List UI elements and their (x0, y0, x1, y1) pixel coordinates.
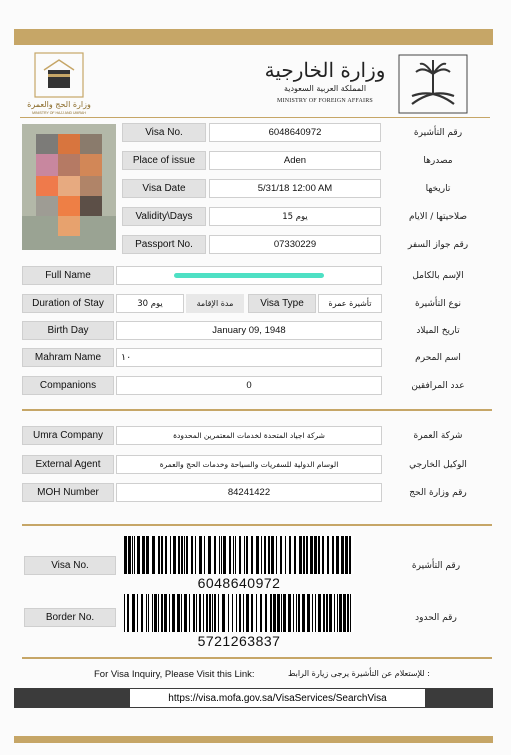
barcode-bar (343, 594, 346, 632)
moh-number-label: MOH Number (22, 483, 114, 502)
barcode-bar (132, 536, 133, 574)
top-gold-band (14, 29, 493, 45)
companions-value: 0 (116, 376, 382, 395)
barcode-bar (323, 594, 325, 632)
barcode-bar (302, 594, 305, 632)
barcode-visa-label: Visa No. (24, 556, 116, 575)
moh-number-value: 84241422 (116, 483, 382, 502)
barcode-bar (154, 594, 157, 632)
barcode-bar (243, 594, 244, 632)
mahram-name-value: ١٠ (116, 348, 382, 367)
barcode-bar (214, 536, 216, 574)
barcode-bar (221, 536, 222, 574)
barcode-bar (270, 594, 272, 632)
birth-day-label: Birth Day (22, 321, 114, 340)
barcode-bar (289, 536, 291, 574)
barcode-bar (314, 536, 317, 574)
barcode-bar (349, 536, 351, 574)
barcode-bar (189, 594, 190, 632)
moh-number-label-ar: رقم وزارة الحج (409, 487, 467, 498)
barcode-bar (164, 594, 167, 632)
barcode-bar (281, 594, 282, 632)
footer-divider (22, 657, 492, 659)
visa-date-value: 5/31/18 12:00 AM (209, 179, 381, 198)
kingdom-name-ar: المملكة العربية السعودية (283, 84, 367, 93)
barcode-bar (332, 536, 334, 574)
barcode-bar (341, 536, 344, 574)
barcode-bar (223, 536, 226, 574)
holder-photo (22, 124, 116, 250)
validity-value: 15 يوم (209, 207, 381, 226)
ministry-hajj-logo-icon (34, 52, 84, 98)
barcode-bar (293, 594, 294, 632)
barcode-section-divider (22, 524, 492, 526)
barcode-border-label-ar: رقم الحدود (415, 612, 457, 623)
barcode-visa-label-ar: رقم التأشيرة (411, 560, 461, 571)
duration-label-ar: مدة الإقامة (186, 294, 244, 313)
companions-label-ar: عدد المرافقين (411, 380, 465, 391)
barcode-bar (191, 536, 193, 574)
barcode-bar (277, 594, 280, 632)
barcode-bar (193, 594, 195, 632)
barcode-bar (236, 594, 237, 632)
barcode-bar (172, 594, 175, 632)
barcode-bar (298, 594, 300, 632)
passport-no-value: 07330229 (209, 235, 381, 254)
validity-label: Validity\Days (122, 207, 206, 226)
barcode-bar (261, 536, 262, 574)
barcode-bar (222, 594, 225, 632)
barcode-bar (142, 536, 145, 574)
redaction-mark (174, 273, 324, 278)
barcode-bar (264, 536, 266, 574)
barcode-bar (195, 536, 196, 574)
barcode-bar (268, 536, 270, 574)
barcode-bar (127, 594, 129, 632)
bottom-gold-band (14, 736, 493, 743)
barcode-bar (296, 594, 297, 632)
barcode-bar (132, 594, 135, 632)
barcode-bar (134, 536, 135, 574)
barcode-bar (199, 594, 201, 632)
mahram-name-label: Mahram Name (22, 348, 114, 367)
barcode-bar (306, 536, 308, 574)
barcode-bar (209, 594, 211, 632)
barcode-bar (246, 594, 249, 632)
header-divider (20, 117, 490, 118)
barcode-bar (165, 536, 167, 574)
barcode-bar (128, 536, 131, 574)
umra-company-label: Umra Company (22, 426, 114, 445)
barcode-bar (214, 594, 216, 632)
barcode-bar (327, 536, 329, 574)
barcode-bar (196, 594, 197, 632)
visa-date-label-ar: تاريخها (425, 183, 451, 194)
barcode-bar (318, 594, 321, 632)
barcode-bar (285, 536, 286, 574)
saudi-emblem-icon (398, 54, 468, 114)
inquiry-text-ar: للإستعلام عن التأشيرة يرجى زيارة الرابط : (288, 669, 430, 678)
barcode-bar (169, 594, 170, 632)
passport-no-label: Passport No. (122, 235, 206, 254)
barcode-bar (288, 594, 291, 632)
external-agent-value: الوسام الدولية للسفريات والسياحة وخدمات الحج والعمرة (116, 455, 382, 474)
barcode-bar (339, 594, 342, 632)
barcode-bar (208, 536, 211, 574)
barcode-bar (318, 536, 320, 574)
barcode-bar (177, 594, 180, 632)
ministry-title-ar: وزارة الخارجية (264, 58, 386, 82)
barcode-bar (322, 536, 324, 574)
barcode-bar (206, 594, 208, 632)
full-name-label-ar: الإسم بالكامل (412, 270, 464, 281)
barcode-bar (251, 536, 253, 574)
barcode-bar (260, 594, 262, 632)
barcode-bar (337, 594, 338, 632)
barcode-bar (283, 594, 286, 632)
barcode-bar (235, 536, 236, 574)
external-agent-label: External Agent (22, 455, 114, 474)
passport-no-label-ar: رقم جواز السفر (407, 239, 469, 250)
barcode-bar (152, 536, 155, 574)
barcode-bar (276, 536, 277, 574)
birth-day-label-ar: تاريخ الميلاد (416, 325, 460, 336)
barcode-bar (141, 594, 143, 632)
visa-inquiry-link[interactable]: https://visa.mofa.gov.sa/VisaServices/SearchVisa (130, 689, 425, 707)
umra-company-value: شركة اجياد المتحدة لخدمات المعتمرين المحدودة (116, 426, 382, 445)
barcode-bar (137, 594, 138, 632)
barcode-bar (173, 536, 176, 574)
barcode-border-number: 5721263837 (197, 633, 281, 649)
barcode-bar (137, 536, 140, 574)
visa-no-value: 6048640972 (209, 123, 381, 142)
visa-no-label: Visa No. (122, 123, 206, 142)
validity-label-ar: صلاحيتها / الايام (408, 211, 468, 222)
barcode-bar (158, 536, 160, 574)
barcode-bar (212, 594, 213, 632)
visa-barcode (124, 536, 354, 574)
visa-type-value: تأشيرة عمرة (318, 294, 382, 313)
barcode-bar (299, 536, 302, 574)
barcode-bar (271, 536, 274, 574)
barcode-bar (350, 594, 351, 632)
barcode-border-label: Border No. (24, 608, 116, 627)
umra-company-label-ar: شركة العمرة (413, 430, 463, 441)
barcode-bar (251, 594, 253, 632)
hajj-ministry-ar: وزارة الحج والعمرة (27, 100, 91, 109)
barcode-bar (181, 536, 183, 574)
inquiry-text-en: For Visa Inquiry, Please Visit this Link: (94, 669, 255, 680)
barcode-visa-number: 6048640972 (197, 575, 281, 591)
full-name-value (116, 266, 382, 285)
barcode-bar (229, 536, 231, 574)
barcode-bar (219, 536, 220, 574)
barcode-bar (256, 594, 257, 632)
barcode-bar (239, 594, 241, 632)
barcode-bar (124, 594, 125, 632)
barcode-bar (178, 536, 180, 574)
barcode-bar (280, 536, 282, 574)
barcode-bar (310, 536, 313, 574)
barcode-bar (312, 594, 313, 632)
barcode-bar (186, 536, 188, 574)
barcode-bar (146, 536, 149, 574)
barcode-bar (181, 594, 182, 632)
barcode-bar (315, 594, 316, 632)
barcode-bar (345, 536, 348, 574)
barcode-bar (256, 536, 259, 574)
barcode-bar (232, 594, 233, 632)
barcode-bar (204, 536, 205, 574)
barcode-bar (347, 594, 349, 632)
barcode-bar (233, 536, 234, 574)
barcode-bar (244, 536, 245, 574)
barcode-bar (294, 536, 296, 574)
visa-date-label: Visa Date (122, 179, 206, 198)
border-barcode (124, 594, 354, 632)
barcode-bar (152, 594, 153, 632)
birth-day-value: January 09, 1948 (116, 321, 382, 340)
barcode-bar (336, 536, 339, 574)
hajj-ministry-en: MINISTRY OF HAJJ AND UMRAH (32, 111, 86, 115)
barcode-bar (161, 594, 163, 632)
barcode-bar (218, 594, 219, 632)
barcode-bar (334, 594, 335, 632)
barcode-bar (203, 594, 204, 632)
barcode-bar (239, 536, 241, 574)
external-agent-label-ar: الوكيل الخارجي (409, 459, 467, 470)
mahram-name-label-ar: اسم المحرم (415, 352, 461, 363)
visa-type-label: Visa Type (248, 294, 316, 313)
barcode-bar (148, 594, 149, 632)
duration-value: 30 يوم (116, 294, 184, 313)
barcode-bar (246, 536, 248, 574)
barcode-bar (158, 594, 159, 632)
duration-label: Duration of Stay (22, 294, 114, 313)
barcode-bar (303, 536, 305, 574)
barcode-bar (326, 594, 328, 632)
ministry-title-en: MINISTRY OF FOREIGN AFFAIRS (277, 98, 373, 104)
barcode-bar (170, 536, 171, 574)
companions-label: Companions (22, 376, 114, 395)
section-divider (22, 409, 492, 411)
barcode-bar (161, 536, 163, 574)
barcode-bar (273, 594, 276, 632)
barcode-bar (329, 594, 332, 632)
barcode-bar (184, 594, 187, 632)
visa-no-label-ar: رقم التأشيرة (413, 127, 463, 138)
barcode-bar (228, 594, 229, 632)
barcode-bar (184, 536, 185, 574)
barcode-bar (199, 536, 202, 574)
place-of-issue-label: Place of issue (122, 151, 206, 170)
place-of-issue-value: Aden (209, 151, 381, 170)
place-of-issue-label-ar: مصدرها (423, 155, 453, 166)
barcode-bar (146, 594, 147, 632)
visa-type-label-ar: نوع التأشيرة (414, 298, 462, 309)
barcode-bar (124, 536, 127, 574)
full-name-label: Full Name (22, 266, 114, 285)
barcode-bar (265, 594, 267, 632)
barcode-bar (307, 594, 310, 632)
